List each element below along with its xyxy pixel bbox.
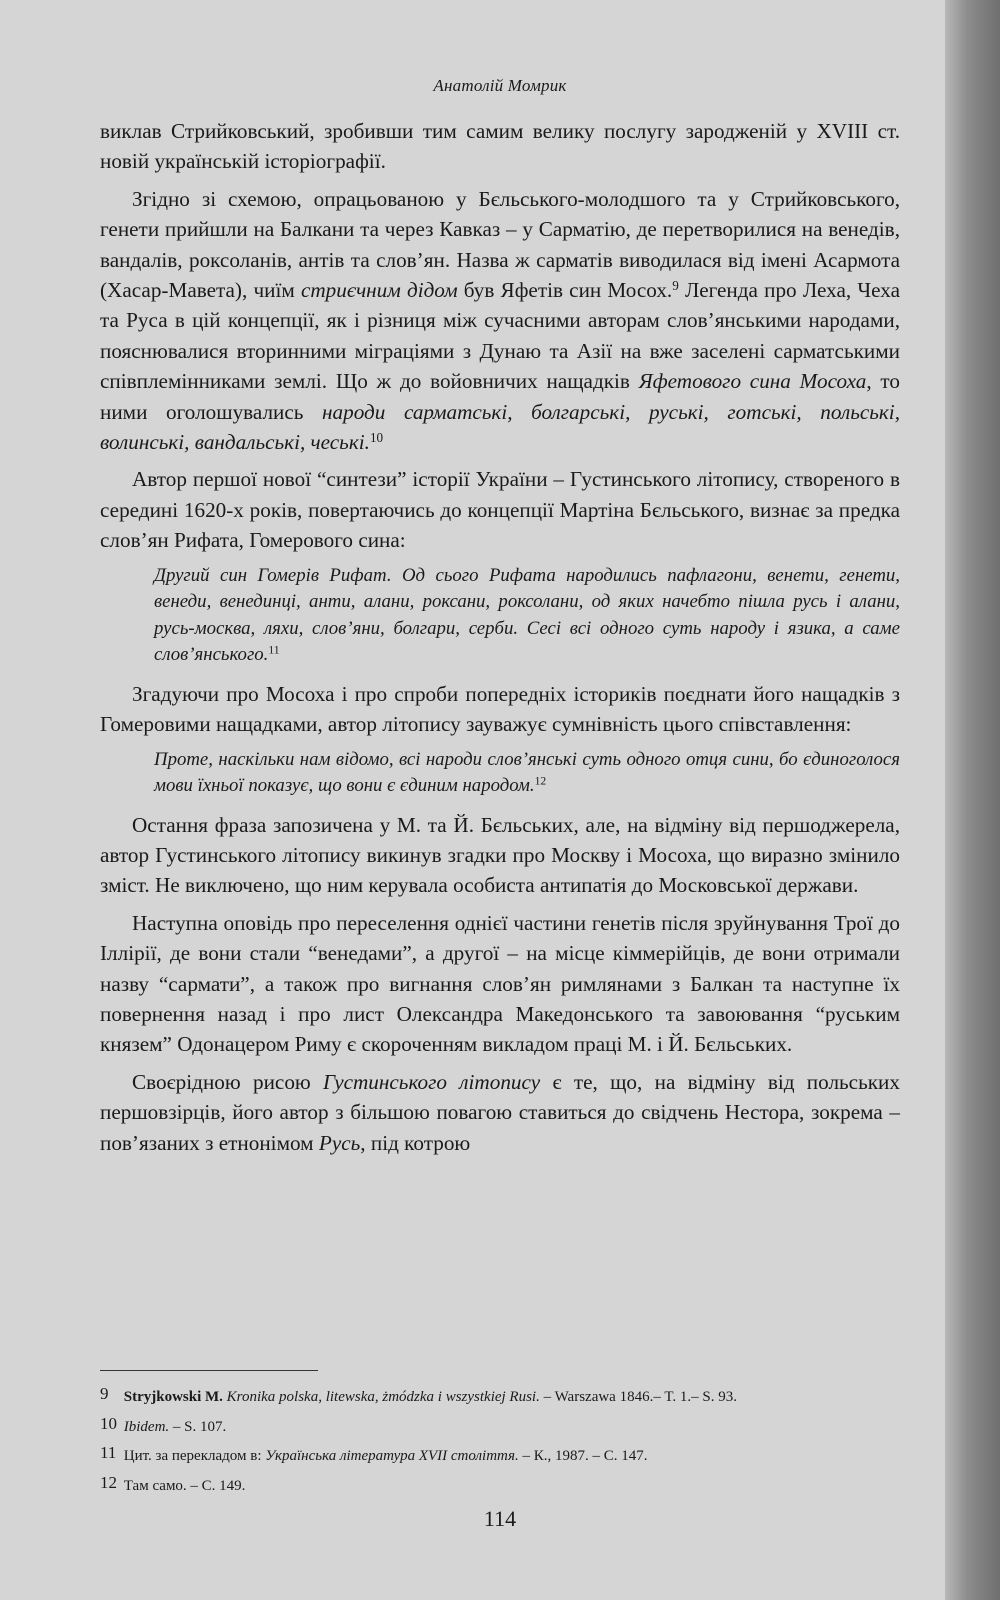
text-run: Своєрідною рисою [132,1069,324,1094]
paragraph: Наступна оповідь про переселення однієї частини генетів після зруйнування Трої до Іллірії, де вони стали “венедами”, а другої – на місце кіммерійців, де вони отримали назву “сармати”, а також про вигнання слов’ян римлянами з Балкан та наступне їх повернення назад і про лист Олександра Македонського та завоювання “руським князем” Одонацером Риму є скороченням викладом праці М. і Й. Бєльських. [100,910,900,1057]
italic-text: стриєчним дідом [300,278,458,303]
footnote-number: 12 [100,1472,117,1492]
paragraph [100,184,900,458]
book-spine-shadow [945,0,1000,1600]
text-run: є те, що, на відміну від польських першовзірців, його автор з більшою повагою ставиться до свідчень Нестора, зокрема – пов’язаних з етнонімом [100,1069,900,1155]
italic-text: Яфетового сина Мосоха [638,369,867,394]
paragraph: виклав Стрийковський, зробивши тим самим велику послугу зародженій у XVIII ст. новій українській історіографії. [100,119,900,174]
footnote-text: – К., 1987. – С. 147. [518,1448,648,1464]
footnote-number: 9 [100,1384,109,1403]
footnote-text: Цит. за перекладом в: [123,1448,266,1464]
quote-text: Проте, наскільки нам відомо, всі народи слов’янські суть одного отця сини, бо єдиноголося мови їхньої показує, що вони є єдиним народом. [154,748,900,796]
footnote [100,1470,920,1500]
italic-text: народи сарматські, болгарські, руські, готські, польські, волинські, вандальські, чеські. [100,399,900,455]
footnote [100,1440,920,1470]
footnote [100,1411,920,1441]
footnote-title: Kronika polska, litewska, żmódzka i wszystkiej Rusi. [226,1389,540,1405]
footnotes [100,1381,920,1499]
footnote-separator [100,1370,318,1371]
text-run: Згідно зі схемою, опрацьованою у Бєльського-молодшого та у Стрийковського, генети прийшли на Балкани та через Кавказ – у Сарматію, де перетворилися на венедів, вандалів, роксоланів, антів та слов’ян. Назва ж сарматів виводилася від імені Асармота (Хасар-Мавета), чиїм [100,186,900,303]
body-text [100,116,900,1165]
footnote-number: 11 [100,1443,117,1462]
block-quote [154,563,900,669]
text-run: , під котрою [360,1130,471,1155]
page-number: 114 [483,1506,517,1531]
text-run: був Яфетів син Мосох. [457,278,673,303]
block-quote [154,747,900,800]
paragraph: Згадуючи про Мосоха і про спроби попередніх істориків поєднати його нащадків з Гомеровими нащадками, автор літопису зауважує сумнівність цього співставлення: [100,681,900,737]
footnote-text: Там само. – С. 149. [123,1477,246,1494]
italic-text: Густинського літопису [323,1069,541,1094]
footnote-ref: 10 [369,429,384,445]
footnote [100,1381,920,1411]
running-head: Анатолій Момрик [433,76,567,95]
italic-text: Русь [318,1130,361,1155]
footnote-title: Ibidem. [123,1418,170,1435]
footnote-ref: 12 [534,774,547,788]
paragraph: Автор першої нової “синтези” історії України – Густинського літопису, створеного в середині 1620-х років, повертаючись до концепції Мартіна Бєльського, визнає за предка слов’ян Рифата, Гомерового сина: [100,467,900,553]
quote-text: Другий син Гомерів Рифат. Од сього Рифата народились пафлагони, венети, генети, венеди, венединці, анти, алани, роксани, роксолани, од яких начебто пішла русь і алани, русь-москва, ляхи, слов’яни, болгари, серби. Сесі всі одного суть народу і язика, а саме слов’янського. [154,564,900,666]
paragraph: Остання фраза запозичена у М. та Й. Бєльських, але, на відміну від першоджерела, автор Густинського літопису викинув згадки про Москву і Мосоха, що виразно змінило зміст. Не виключено, що ним керувала особиста антипатія до Московської держави. [100,812,900,898]
text-run: Легенда про Леха, Чеха та Руса в цій концепції, як і різниця між сучасними авторам слов’янськими народами, пояснювалися вторинними міграціями з Дунаю та Азії на вже заселені сарматськими співплемінниками землі. Що ж до войовничих нащадків [100,278,900,394]
footnote-title: Українська література XVII століття. [265,1448,519,1464]
footnote-text: – Warszawa 1846.– T. 1.– S. 93. [539,1389,737,1405]
footnote-ref: 11 [268,643,280,657]
footnote-number: 10 [100,1413,117,1433]
paragraph [100,1067,900,1158]
footnote-text: – S. 107. [169,1418,227,1435]
footnote-author: Stryjkowski M. [123,1389,223,1405]
text-run: , то ними оголошувались [100,369,901,424]
footnote-ref: 9 [672,277,679,293]
